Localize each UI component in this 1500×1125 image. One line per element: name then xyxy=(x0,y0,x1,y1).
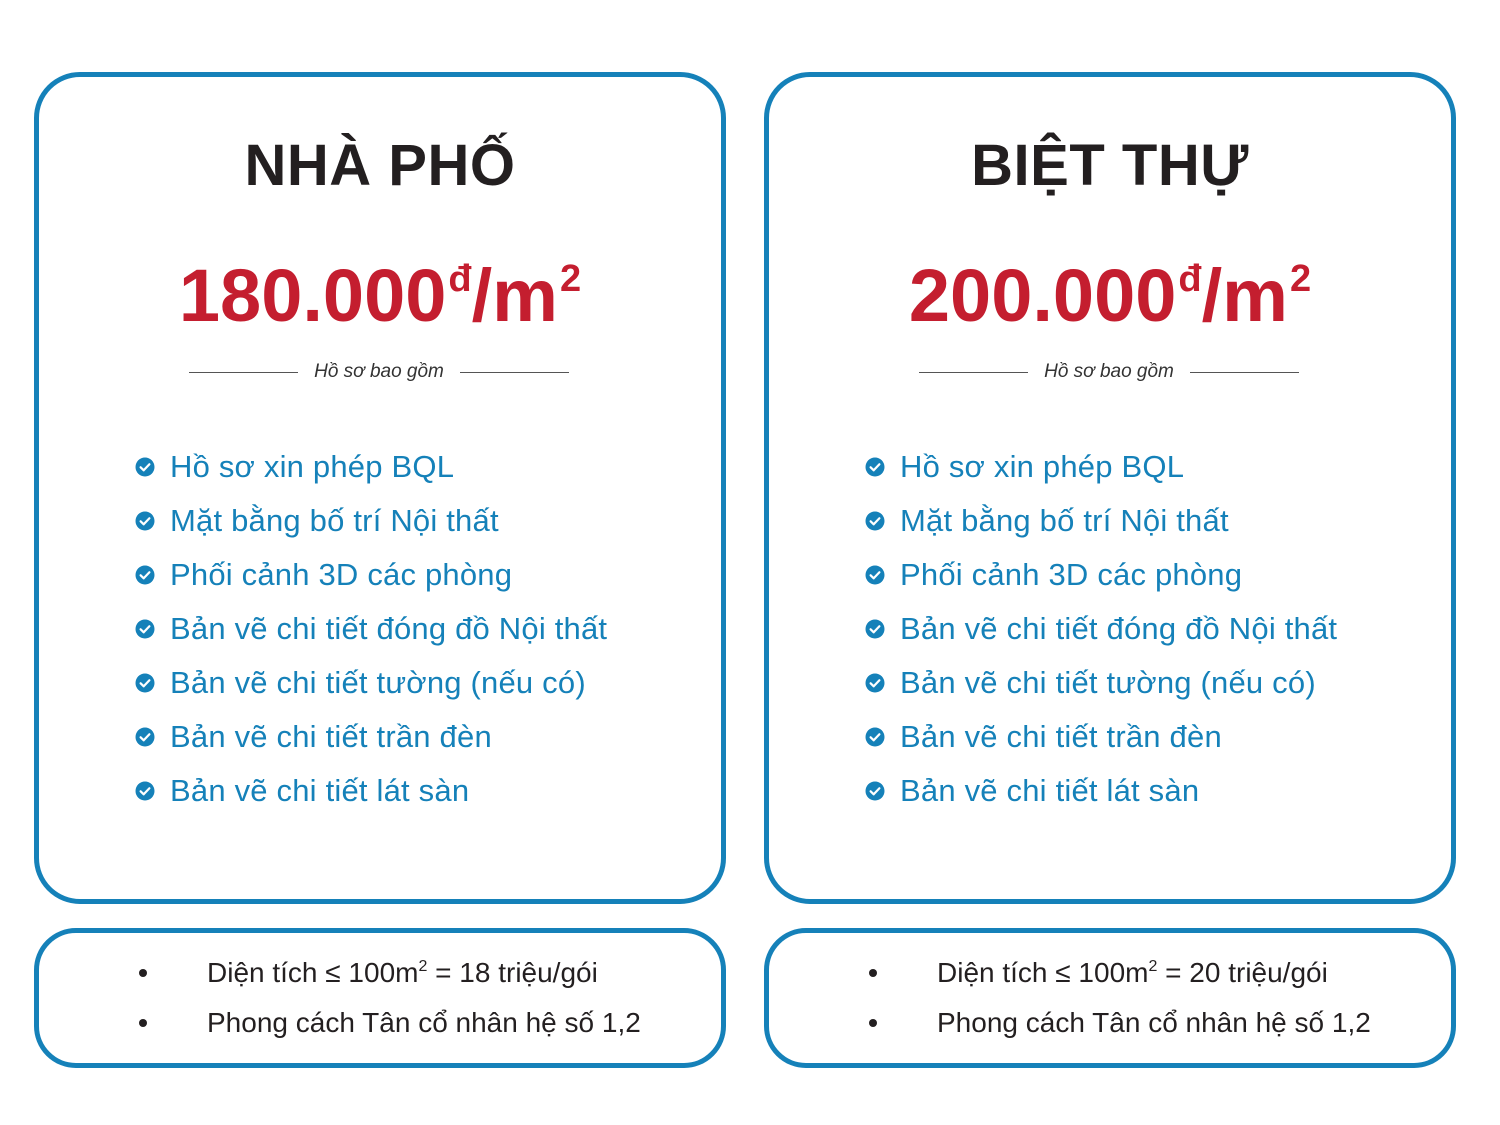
bullet-dot xyxy=(139,1019,147,1027)
note-area-text xyxy=(937,957,1328,989)
note-area-suffix: = 18 triệu/gói xyxy=(427,957,598,988)
price-amount: 180.000 xyxy=(178,254,447,337)
feature-item xyxy=(865,656,1337,710)
pricing-note-biet-thu xyxy=(764,928,1456,1068)
note-item-area xyxy=(139,948,641,998)
check-circle-icon xyxy=(135,673,155,693)
feature-item xyxy=(865,494,1337,548)
divider-line-left xyxy=(919,372,1028,373)
note-area-exponent: 2 xyxy=(418,958,428,975)
feature-item xyxy=(865,764,1337,818)
feature-item xyxy=(865,710,1337,764)
price-exponent: 2 xyxy=(559,258,582,300)
feature-text: Bản vẽ chi tiết tường (nếu có) xyxy=(170,665,586,700)
price-currency: đ xyxy=(1178,258,1202,300)
check-circle-icon xyxy=(135,457,155,477)
note-style-text: Phong cách Tân cổ nhân hệ số 1,2 xyxy=(207,1007,641,1038)
plan-price xyxy=(39,254,721,337)
divider-line-left xyxy=(189,372,298,373)
check-circle-icon xyxy=(865,673,885,693)
feature-item xyxy=(865,602,1337,656)
feature-text: Bản vẽ chi tiết trần đèn xyxy=(900,719,1222,754)
check-circle-icon xyxy=(135,619,155,639)
bullet-dot xyxy=(869,969,877,977)
note-item-area xyxy=(869,948,1371,998)
feature-text: Bản vẽ chi tiết trần đèn xyxy=(170,719,492,754)
price-currency: đ xyxy=(448,258,472,300)
check-circle-icon xyxy=(135,565,155,585)
feature-text: Phối cảnh 3D các phòng xyxy=(900,557,1243,592)
feature-list xyxy=(865,440,1337,818)
divider xyxy=(919,357,1299,387)
note-style-text: Phong cách Tân cổ nhân hệ số 1,2 xyxy=(937,1007,1371,1038)
feature-item xyxy=(865,440,1337,494)
check-circle-icon xyxy=(865,727,885,747)
feature-item xyxy=(135,656,607,710)
feature-item xyxy=(135,764,607,818)
feature-text: Phối cảnh 3D các phòng xyxy=(170,557,513,592)
note-area-suffix: = 20 triệu/gói xyxy=(1157,957,1328,988)
check-circle-icon xyxy=(865,619,885,639)
note-item-style xyxy=(869,998,1371,1048)
note-list xyxy=(869,948,1371,1048)
feature-item xyxy=(135,440,607,494)
check-circle-icon xyxy=(865,457,885,477)
pricing-card-biet-thu xyxy=(764,72,1456,904)
plan-title: NHÀ PHỐ xyxy=(244,133,516,198)
feature-text: Bản vẽ chi tiết đóng đồ Nội thất xyxy=(900,611,1338,646)
pricing-card-nha-pho xyxy=(34,72,726,904)
divider-line-right xyxy=(1190,372,1299,373)
bullet-dot xyxy=(869,1019,877,1027)
check-circle-icon xyxy=(865,781,885,801)
note-item-style xyxy=(139,998,641,1048)
divider-line-right xyxy=(460,372,569,373)
feature-list xyxy=(135,440,607,818)
feature-text: Mặt bằng bố trí Nội thất xyxy=(170,503,499,538)
feature-text: Bản vẽ chi tiết tường (nếu có) xyxy=(900,665,1316,700)
check-circle-icon xyxy=(865,511,885,531)
divider xyxy=(189,357,569,387)
feature-item xyxy=(135,548,607,602)
feature-item xyxy=(865,548,1337,602)
note-area-prefix: Diện tích ≤ 100m xyxy=(207,957,419,988)
feature-item xyxy=(135,494,607,548)
plan-price xyxy=(769,254,1451,337)
divider-label: Hồ sơ bao gồm xyxy=(314,361,444,382)
note-list xyxy=(139,948,641,1048)
price-amount: 200.000 xyxy=(908,254,1177,337)
divider-label: Hồ sơ bao gồm xyxy=(1044,361,1174,382)
check-circle-icon xyxy=(865,565,885,585)
feature-text: Bản vẽ chi tiết lát sàn xyxy=(170,773,470,808)
bullet-dot xyxy=(139,969,147,977)
price-unit: /m xyxy=(1201,254,1288,337)
price-unit: /m xyxy=(471,254,558,337)
feature-item xyxy=(135,602,607,656)
pricing-note-nha-pho xyxy=(34,928,726,1068)
check-circle-icon xyxy=(135,727,155,747)
feature-text: Bản vẽ chi tiết lát sàn xyxy=(900,773,1200,808)
feature-text: Bản vẽ chi tiết đóng đồ Nội thất xyxy=(170,611,608,646)
price-exponent: 2 xyxy=(1289,258,1312,300)
note-area-exponent: 2 xyxy=(1148,958,1158,975)
note-area-text xyxy=(207,957,598,989)
check-circle-icon xyxy=(135,511,155,531)
feature-item xyxy=(135,710,607,764)
feature-text: Mặt bằng bố trí Nội thất xyxy=(900,503,1229,538)
feature-text: Hồ sơ xin phép BQL xyxy=(900,449,1185,484)
plan-title: BIỆT THỰ xyxy=(971,133,1249,198)
note-area-prefix: Diện tích ≤ 100m xyxy=(937,957,1149,988)
check-circle-icon xyxy=(135,781,155,801)
feature-text: Hồ sơ xin phép BQL xyxy=(170,449,455,484)
